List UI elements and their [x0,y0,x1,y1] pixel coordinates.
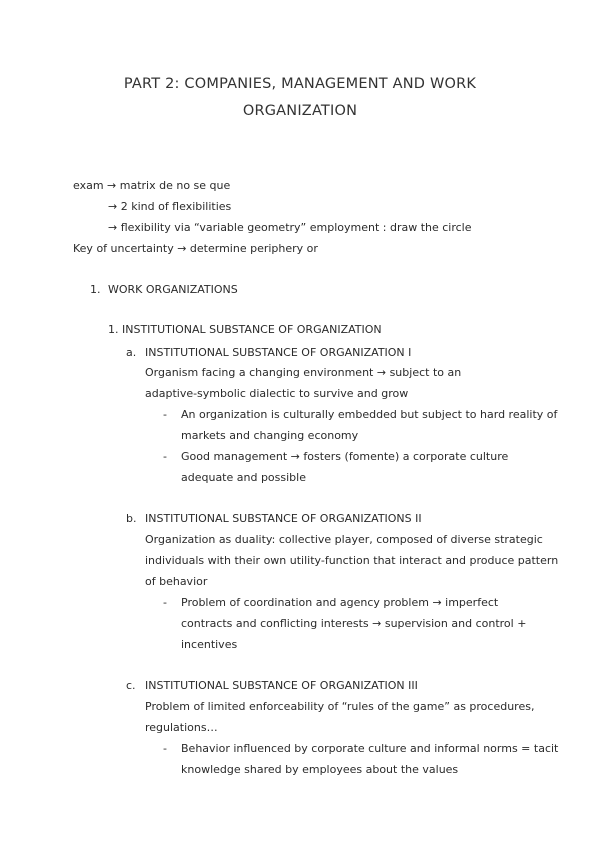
item-b-heading: INSTITUTIONAL SUBSTANCE OF ORGANIZATIONS II [145,512,422,525]
document-title-line1: PART 2: COMPANIES, MANAGEMENT AND WORK [123,76,477,92]
document-title-line2: ORGANIZATION [242,103,358,119]
item-c-heading: INSTITUTIONAL SUBSTANCE OF ORGANIZATION III [145,679,418,692]
bullet-marker: - [163,450,167,463]
item-c-marker: c. [126,679,136,692]
bullet-marker: - [163,742,167,755]
item-b-bullet1-line3: incentives [181,638,238,651]
item-a-bullet1-line2: markets and changing economy [181,429,359,442]
note-flex-kinds: → 2 kind of flexibilities [108,200,232,213]
item-c-bullet1-line1: Behavior influenced by corporate culture and informal norms = tacit [181,742,559,755]
item-a-bullet2-line2: adequate and possible [181,471,306,484]
item-a-text-line1: Organism facing a changing environment → subject to an [145,366,462,379]
item-a-bullet2-line1: Good management → fosters (fomente) a corporate culture [181,450,509,463]
subsection-heading: 1. INSTITUTIONAL SUBSTANCE OF ORGANIZATION [108,323,382,336]
item-a-text-line2: adaptive-symbolic dialectic to survive and grow [145,387,409,400]
note-exam: exam → matrix de no se que [73,179,231,192]
item-c-text-line1: Problem of limited enforceability of “rules of the game” as procedures, [145,700,535,713]
item-b-bullet1-line1: Problem of coordination and agency problem → imperfect [181,596,499,609]
item-a-marker: a. [126,346,137,359]
item-a-heading: INSTITUTIONAL SUBSTANCE OF ORGANIZATION I [145,346,412,359]
item-b-marker: b. [126,512,137,525]
note-flex-variable: → flexibility via “variable geometry” employment : draw the circle [108,221,472,234]
item-b-text-line3: of behavior [145,575,208,588]
item-c-bullet1-line2: knowledge shared by employees about the values [181,763,459,776]
bullet-marker: - [163,408,167,421]
section-heading: WORK ORGANIZATIONS [108,283,238,296]
bullet-marker: - [163,596,167,609]
section-number: 1. [90,283,101,296]
item-c-text-line2: regulations… [145,721,218,734]
item-a-bullet1-line1: An organization is culturally embedded but subject to hard reality of [181,408,558,421]
item-b-text-line1: Organization as duality: collective player, composed of diverse strategic [145,533,543,546]
note-uncertainty: Key of uncertainty → determine periphery or [73,242,318,255]
item-b-text-line2: individuals with their own utility-function that interact and produce pattern [145,554,559,567]
item-b-bullet1-line2: contracts and conflicting interests → supervision and control + [181,617,527,630]
